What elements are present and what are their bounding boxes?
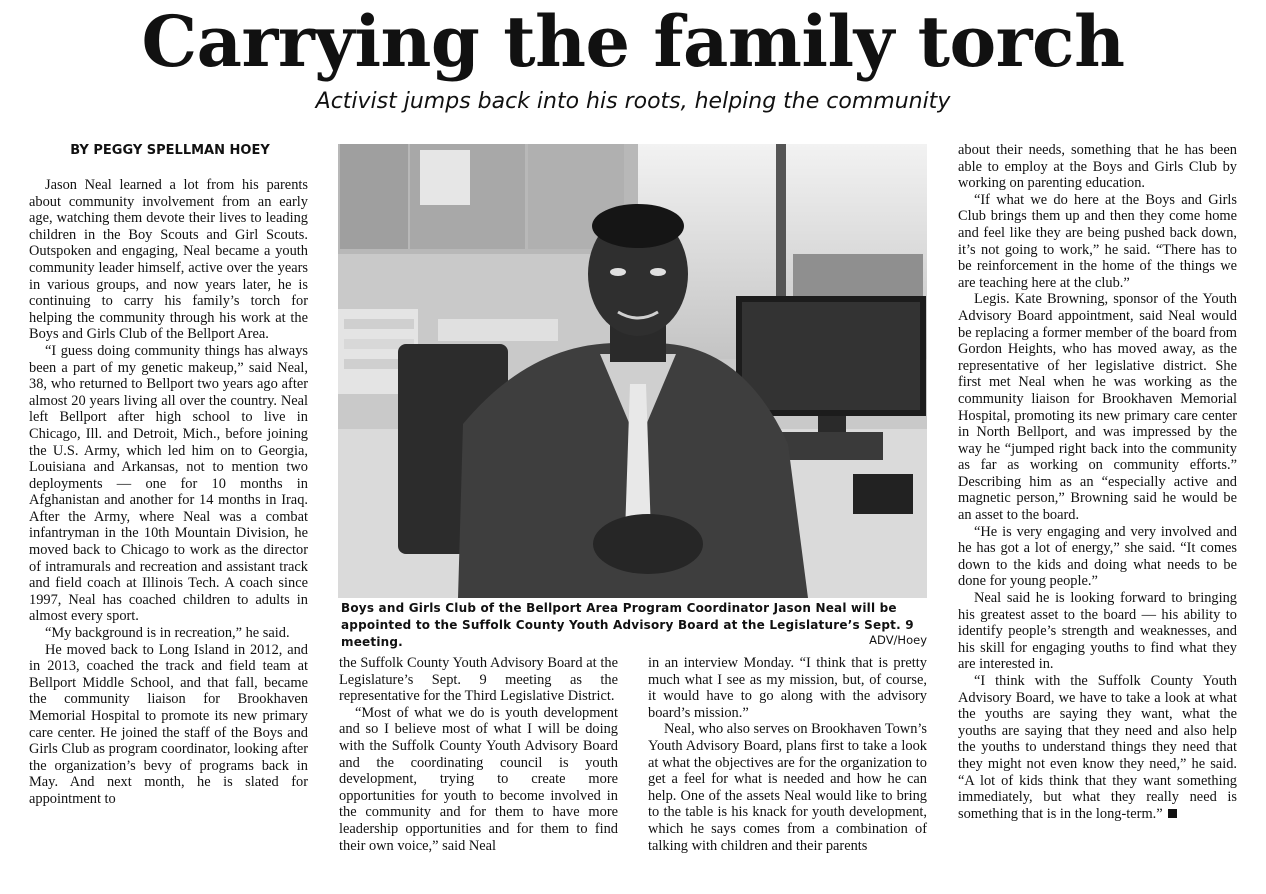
paragraph: “He is very engaging and very involved and he has got a lot of energy,” she said. “It comes down to the kids and doing what needs to be done for young people.” [958,523,1237,590]
paragraph-text: “I think with the Suffolk County Youth Advisory Board, we have to take a look at what the youths are saying they want, what the youths are saying that they need and also help the youths to understand things they need that they might not even know they need,” he said. “A lot of kids think that they want something immediately, but what they really need is something that is in the long-term.” [958,673,1237,822]
paragraph [958,673,1237,822]
article-column-2 [339,655,618,854]
headline: Carrying the family torch [141,0,1125,83]
article-column-4 [958,142,1237,822]
paragraph: “If what we do here at the Boys and Girls Club brings them up and then they come home and feel like they are being pushed back down, it’s not going to work,” he said. “There has to be reinforcement in the home of the things we are teaching here at the club.” [958,191,1237,291]
paragraph: “I guess doing community things has always been a part of my genetic makeup,” said Neal, 38, who returned to Bellport two years ago after almost 20 years living all over the country. Neal left Bellport after high school to live in Chicago, Ill. and Detroit, Mich., before joining the U.S. Army, which led him on to Georgia, Louisiana and Arkansas, not to mention two deployments — one for 10 months in Afghanistan and another for 14 months in Iraq. After the Army, where Neal was a combat infantryman in the 10th Mountain Division, he moved back to Chicago to work as the director of intramurals and recreation and assistant track and field coach at Illinois Tech. A coach since 1997, Neal has coached children to adults in almost every sport. [29,342,308,625]
article-column-3 [648,655,927,854]
article-column-1 [29,177,308,808]
subheadline: Activist jumps back into his roots, helping the community [315,89,951,114]
paragraph: Jason Neal learned a lot from his parents about community involvement from an early age, watching them devote their lives to leading children in the Boy Scouts and Girl Scouts. Outspoken and engaging, Neal became a youth community leader himself, active over the years in various groups, and now years later, he is continuing to carry his family’s torch for helping the community through his work at the Boys and Girls Club of the Bellport Area. [29,177,308,343]
end-mark-icon [1168,809,1177,818]
photo-caption: Boys and Girls Club of the Bellport Area Program Coordinator Jason Neal will be appointed to the Suffolk County Youth Advisory Board at the Legislature’s Sept. 9 meeting. [341,601,914,649]
photo-credit: ADV/Hoey [869,633,927,647]
paragraph: “My background is in recreation,” he said. [45,625,290,642]
article-photo [338,144,927,598]
paragraph: Neal said he is looking forward to bringing his greatest asset to the board — his ability to identify people’s strength and weaknesses, and his skill for engaging youths to find what they are interested in. [958,590,1237,673]
paragraph: in an interview Monday. “I think that is pretty much what I see as my mission, but, of course, it would have to go along with the advisory board’s mission.” [648,655,927,721]
byline: BY PEGGY SPELLMAN HOEY [70,143,270,158]
paragraph: He moved back to Long Island in 2012, and in 2013, coached the track and field team at Bellport Middle School, and that fall, became the community liaison for Brookhaven Memorial Hospital to promote its new primary care center. He joined the staff of the Boys and Girls Club as program coordinator, looking after the organization’s bevy of programs back in May. And next month, he is slated for appointment to [29,641,308,807]
paragraph: “Most of what we do is youth development and so I believe most of what I will be doing with the Suffolk County Youth Advisory Board and the coordinating council is youth development, trying to create more opportunities for youth to become involved in the community and for them to have more leadership opportunities and for them to find their own voice,” said Neal [339,704,618,854]
paragraph: about their needs, something that he has been able to employ at the Boys and Girls Club by working on parenting education. [958,142,1237,192]
paragraph: the Suffolk County Youth Advisory Board at the Legislature’s Sept. 9 meeting as the representative for the Third Legislative District. [339,655,618,705]
office-portrait-illustration [338,144,927,598]
paragraph: Legis. Kate Browning, sponsor of the Youth Advisory Board appointment, said Neal would be replacing a former member of the board from Gordon Heights, who has moved away, as the representative of her legislative district. She first met Neal when he was working as the community liaison for Brookhaven Memorial Hospital, promoting its new primary care center in North Bellport, and was impressed by the way he “jumped right back into the community as far as working on community efforts.” Describing him as an “especially active and magnetic person,” Browning said he would be an asset to the board. [958,291,1237,524]
paragraph: Neal, who also serves on Brookhaven Town’s Youth Advisory Board, plans first to take a look at what the objectives are for the organization to get a feel for what is needed and how he can help. One of the assets Neal would like to bring to the table is his knack for youth development, which he says comes from a combination of talking with children and their parents [648,721,927,854]
